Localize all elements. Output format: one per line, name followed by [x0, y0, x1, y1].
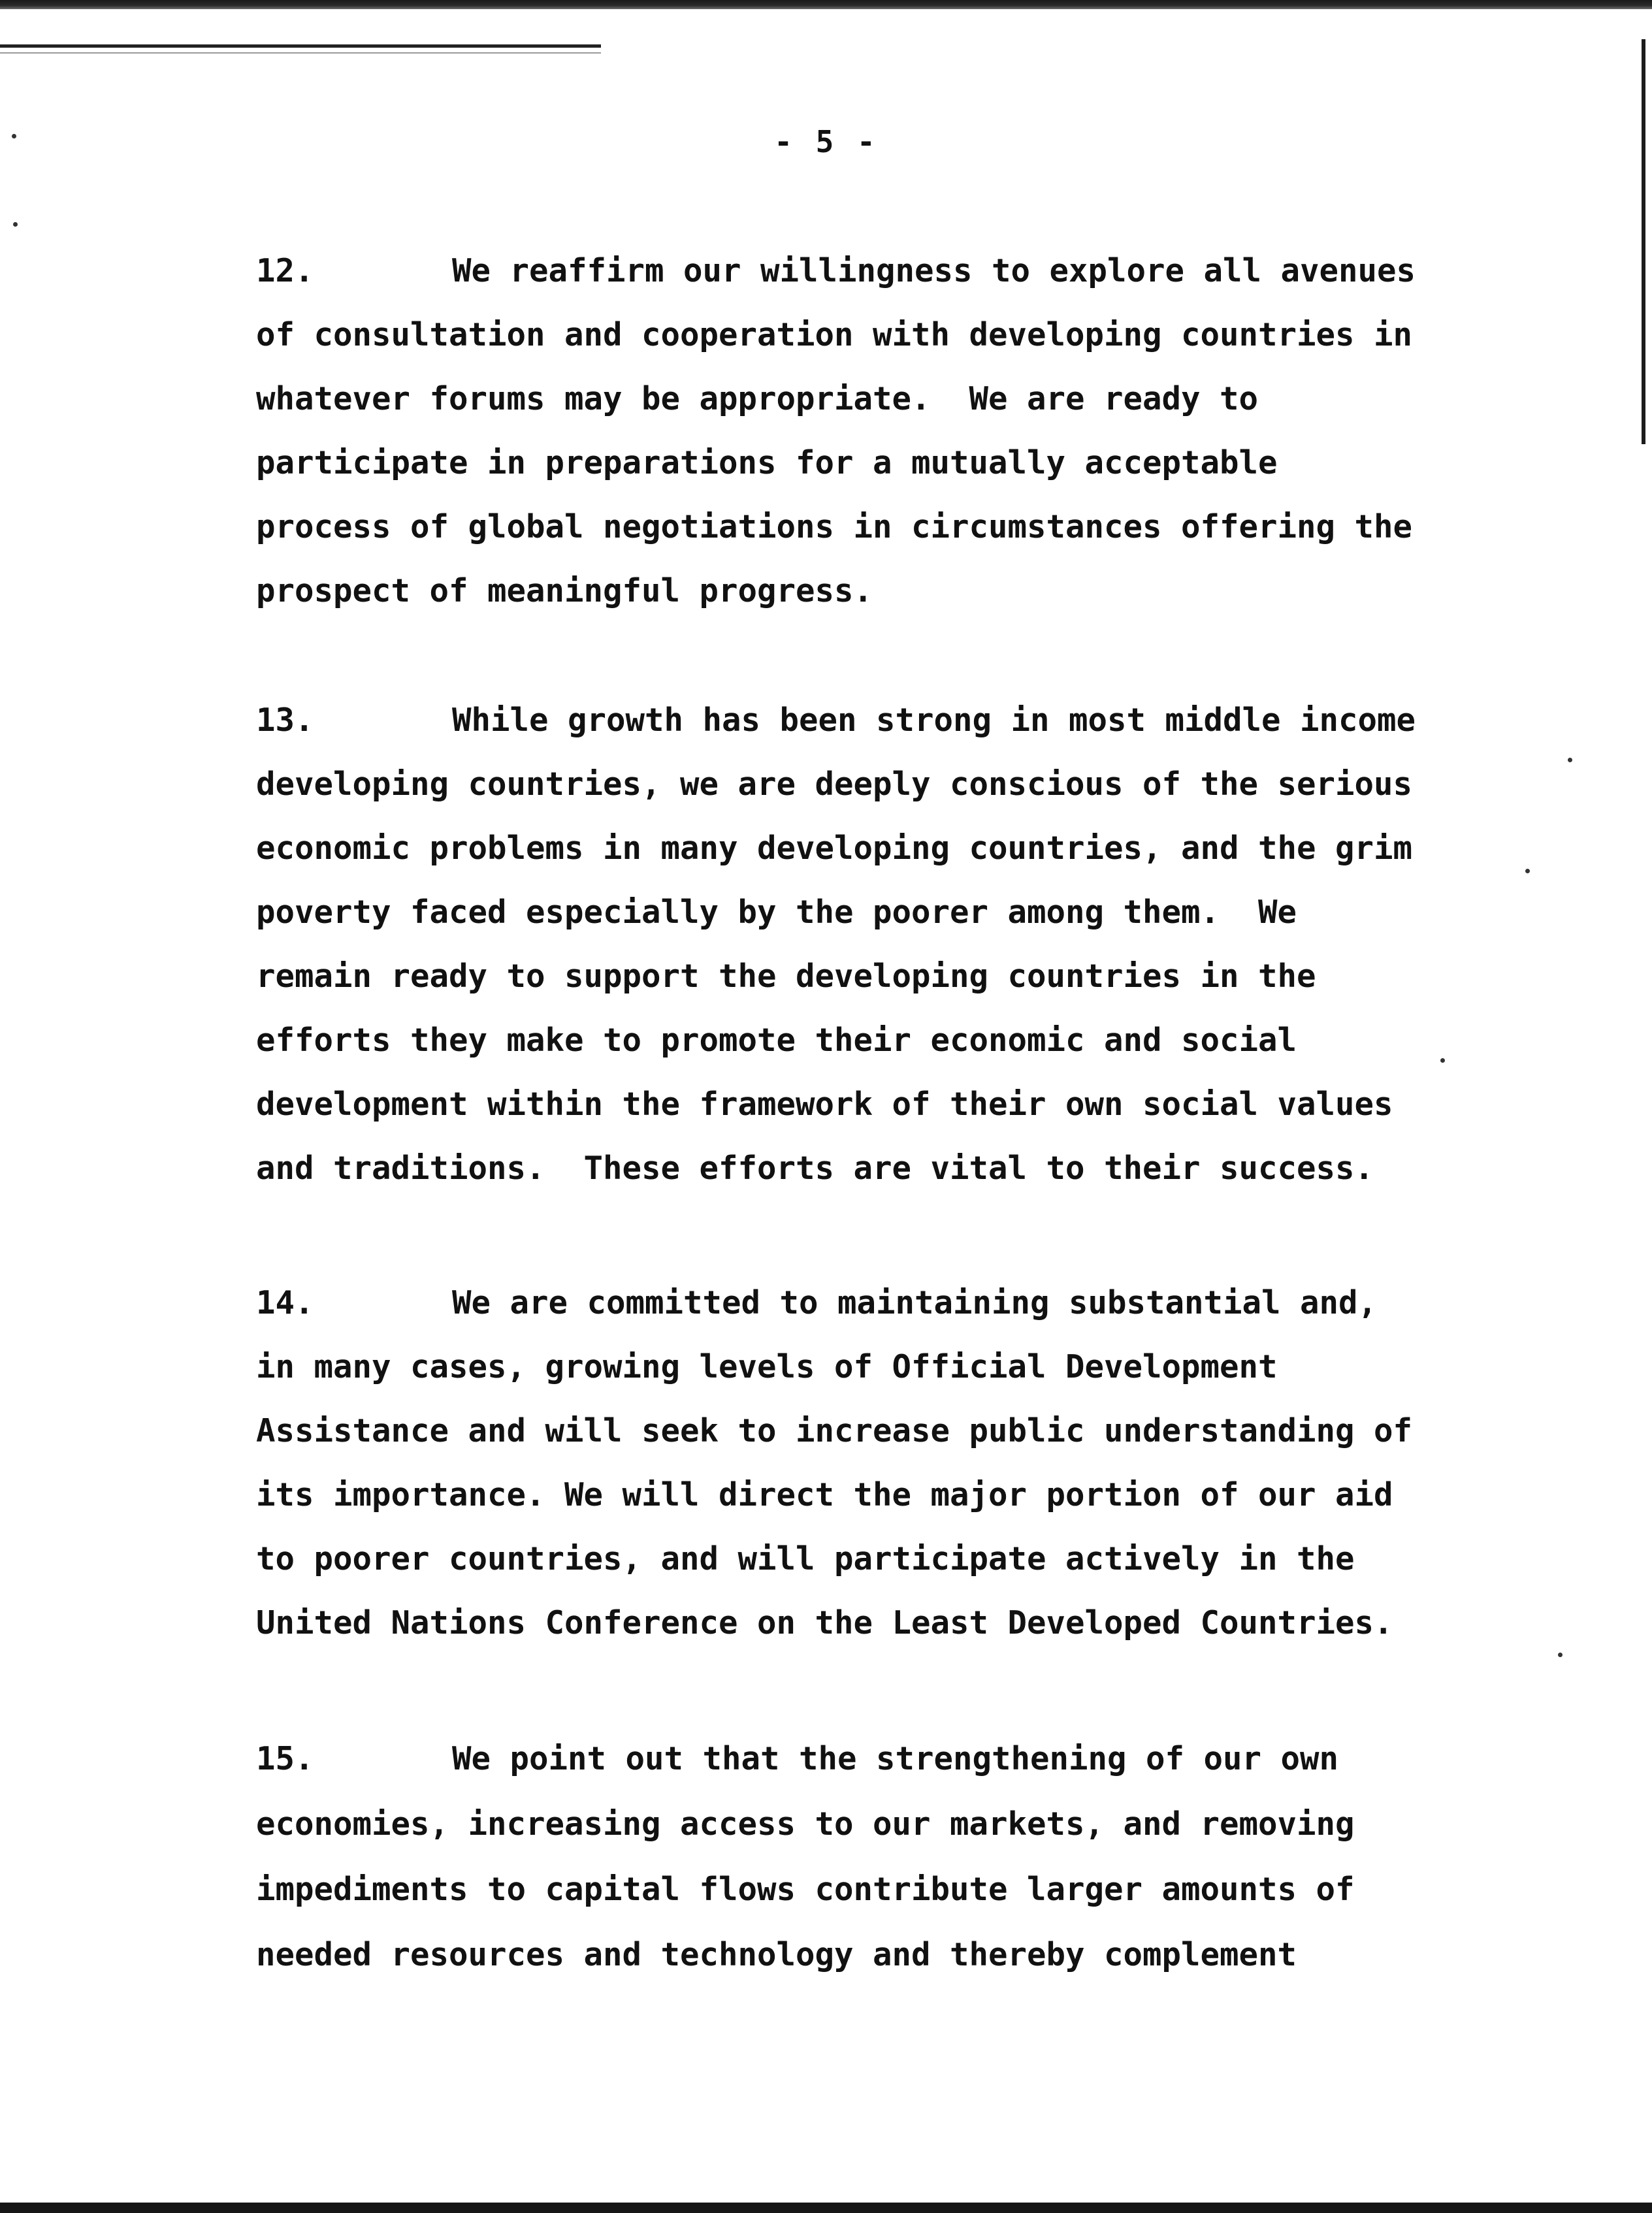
scan-top-rule	[0, 44, 601, 48]
scan-speck	[13, 222, 18, 227]
page-number: - 5 -	[774, 124, 878, 159]
scan-speck	[1525, 869, 1530, 873]
paragraph-line: whatever forums may be appropriate. We are ready to	[256, 380, 1259, 417]
paragraph-line: development within the framework of their own social values	[256, 1086, 1393, 1123]
scan-right-edge	[1642, 39, 1645, 444]
paragraph-line: its importance. We will direct the major portion of our aid	[256, 1476, 1393, 1513]
scan-top-rule-faint	[0, 52, 601, 54]
paragraph-line: We are committed to maintaining substantial and,	[452, 1284, 1378, 1321]
paragraph-line: developing countries, we are deeply conscious of the serious	[256, 766, 1413, 803]
paragraph-line: economies, increasing access to our markets, and removing	[256, 1805, 1355, 1843]
paragraph-line: process of global negotiations in circumstances offering the	[256, 508, 1413, 545]
paragraph-line: needed resources and technology and thereby complement	[256, 1936, 1297, 1973]
paragraph-line: efforts they make to promote their economic and social	[256, 1022, 1297, 1059]
paragraph-line: United Nations Conference on the Least Developed Countries.	[256, 1604, 1393, 1641]
paragraph-line: economic problems in many developing countries, and the grim	[256, 830, 1413, 867]
paragraph-number: 15.	[256, 1740, 314, 1777]
scan-speck	[1440, 1058, 1445, 1063]
paragraph-line: remain ready to support the developing countries in the	[256, 958, 1316, 995]
paragraph-line: poverty faced especially by the poorer among them. We	[256, 894, 1297, 931]
paragraph-line: and traditions. These efforts are vital to their success.	[256, 1150, 1374, 1187]
scan-speck	[1558, 1653, 1563, 1657]
scan-bottom-border	[0, 2203, 1652, 2213]
scan-top-border	[0, 0, 1652, 9]
paragraph-number: 14.	[256, 1284, 314, 1321]
paragraph-line: We reaffirm our willingness to explore all avenues	[452, 252, 1416, 289]
paragraph-line: Assistance and will seek to increase public understanding of	[256, 1412, 1413, 1449]
paragraph-line: participate in preparations for a mutually acceptable	[256, 444, 1278, 481]
paragraph-line: prospect of meaningful progress.	[256, 572, 873, 609]
paragraph-line: We point out that the strengthening of our own	[452, 1740, 1339, 1777]
paragraph-line: in many cases, growing levels of Official Development	[256, 1348, 1278, 1385]
paragraph-line: to poorer countries, and will participate actively in the	[256, 1540, 1355, 1577]
scan-speck	[1568, 758, 1572, 762]
paragraph-line: While growth has been strong in most middle income	[452, 702, 1416, 739]
paragraph-number: 13.	[256, 702, 314, 739]
paragraph-line: impediments to capital flows contribute larger amounts of	[256, 1871, 1355, 1908]
paragraph-number: 12.	[256, 252, 314, 289]
paragraph-line: of consultation and cooperation with developing countries in	[256, 316, 1413, 353]
